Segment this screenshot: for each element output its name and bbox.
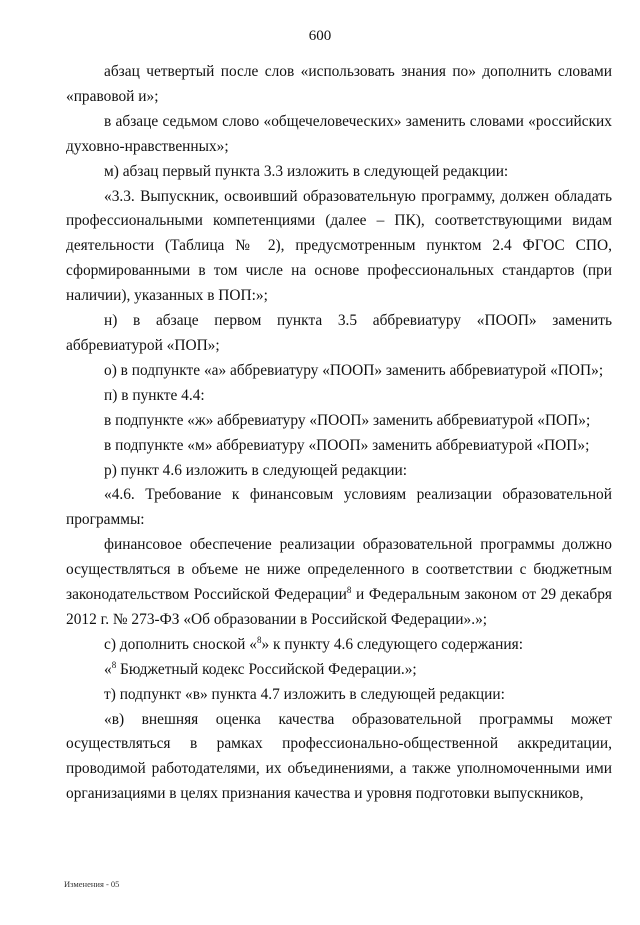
paragraph: н) в абзаце первом пункта 3.5 аббревиатуру «ПООП» заменить аббревиатурой «ПОП»; [66,312,612,354]
paragraph: «4.6. Требование к финансовым условиям реализации образовательной программы: [66,486,612,529]
paragraph: о) в подпункте «а» аббревиатуру «ПООП» заменить аббревиатурой «ПОП»; [104,361,604,379]
paragraph: м) абзац первый пункта 3.3 изложить в следующей редакции: [104,162,509,180]
paragraph-finance [66,533,612,633]
paragraph: в подпункте «м» аббревиатуру «ПООП» заменить аббревиатурой «ПОП»; [104,436,590,454]
paragraph: п) в пункте 4.4: [104,386,205,404]
document-body [66,60,612,807]
text-segment: » к пункту 4.6 следующего содержания: [261,635,523,653]
paragraph: т) подпункт «в» пункта 4.7 изложить в следующей редакции: [104,685,505,703]
text-segment: « [104,660,112,678]
paragraph: в абзаце седьмом слово «общечеловеческих» заменить словами «российских духовно-нравственных»; [66,112,612,155]
text-segment: с) дополнить сноской « [104,635,257,653]
text-segment: финансовое обеспечение реализации образовательной программы должно осуществляться в объеме не ниже определенного в соответствии с бюджетным законодательством Российской Федерации [66,536,612,604]
page-number: 600 [308,28,332,44]
paragraph: в подпункте «ж» аббревиатуру «ПООП» заменить аббревиатурой «ПОП»; [104,411,591,429]
footer-note: Изменения - 05 [64,879,120,889]
text-segment: и Федеральным законом от 29 декабря 2012 г. № 273-ФЗ «Об образовании в Российской Федерации».»; [66,586,612,628]
footnote-ref: 8 [111,659,117,670]
text-segment: Бюджетный кодекс Российской Федерации.»; [116,660,417,678]
paragraph: «3.3. Выпускник, освоивший образовательную программу, должен обладать профессиональными компетенциями (далее – ПК), соответствующими видам деятельности (Таблица № 2), предусмотренным пунктом 2.4 ФГОС СПО, сформированными в том числе на основе профессиональных стандартов (при наличии), указанных в ПОП:»; [66,187,612,305]
paragraph-footnote-add [66,633,612,658]
footnote-ref: 8 [346,585,352,596]
footnote-ref: 8 [256,634,262,645]
paragraph: р) пункт 4.6 изложить в следующей редакции: [104,461,408,479]
paragraph: абзац четвертый после слов «использовать знания по» дополнить словами «правовой и»; [66,63,612,105]
paragraph: «в) внешняя оценка качества образовательной программы может осуществляться в рамках профессионально-общественной аккредитации, проводимой работодателями, их объединениями, а также уполномоченными ими организациями в целях признания качества и уровня подготовки выпускников, [66,710,612,803]
paragraph-footnote-text [66,658,612,683]
